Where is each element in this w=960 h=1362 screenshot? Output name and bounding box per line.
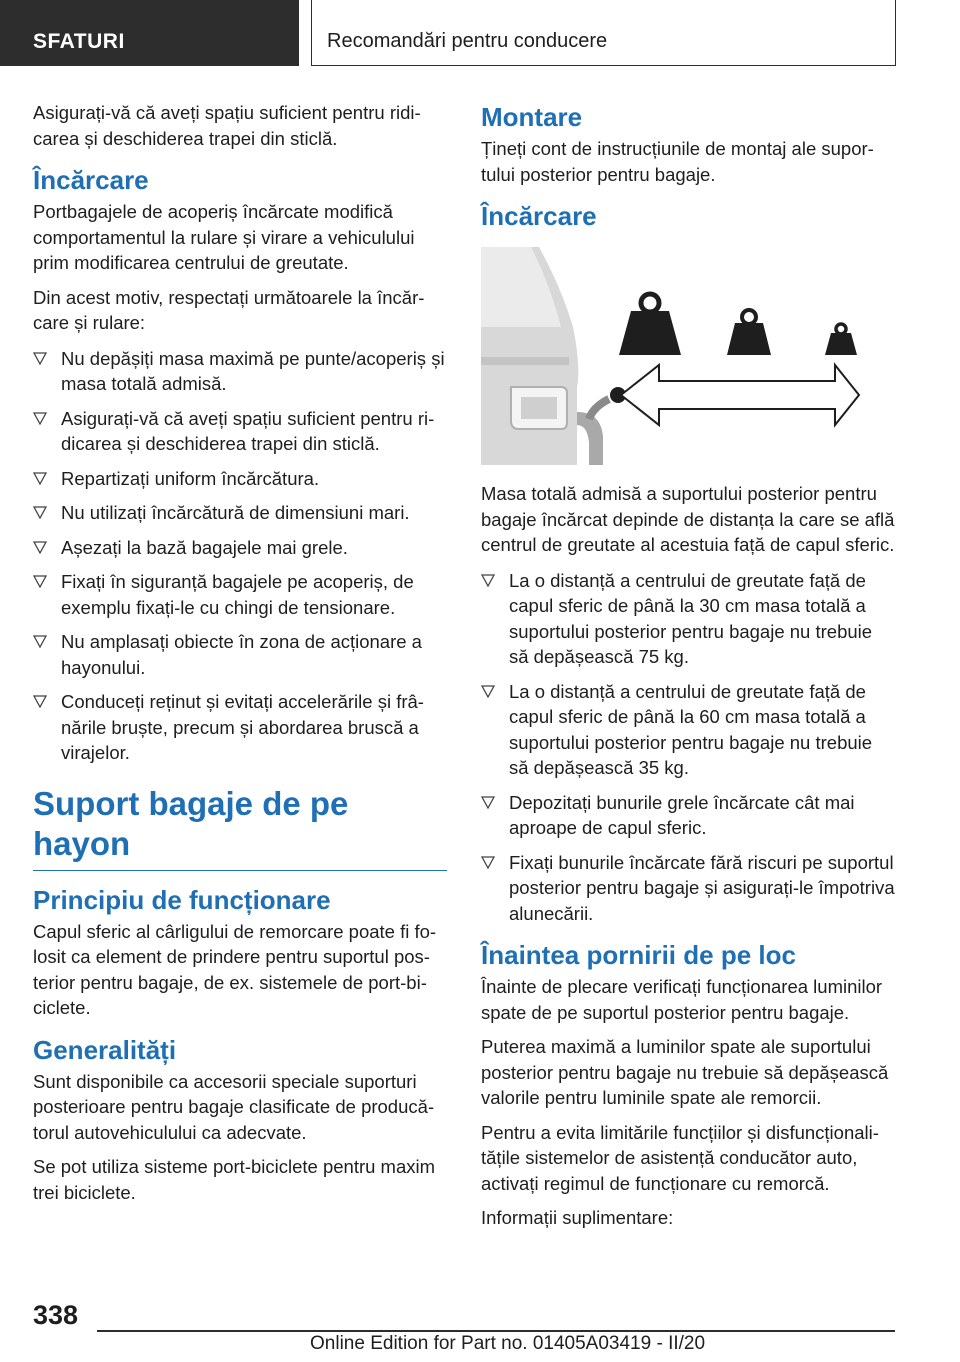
- paragraph: Informații suplimentare:: [481, 1207, 674, 1228]
- carrier-loading-list: [481, 568, 895, 927]
- list-item: Nu utilizați încărcătură de dimensiuni mari.: [33, 500, 447, 526]
- heading-general: Generalități: [33, 1034, 177, 1065]
- weight-small-icon: [825, 324, 857, 355]
- paragraph: Capul sferic al cârligului de remorcare poate fi folosit ca element de prindere pentru suportul posterior pentru bagaje, de ex. sistemele de port-biciclete.: [33, 920, 437, 1018]
- triangle-bullet-icon: [33, 695, 47, 708]
- heading-loading: Încărcare: [481, 201, 597, 231]
- page-number: 338: [33, 1300, 79, 1330]
- heading-principle: Principiu de funcționare: [33, 884, 331, 915]
- page-header: [0, 0, 960, 66]
- heading-tailgate-carrier: Suport bagaje de pe hayon: [33, 784, 447, 871]
- triangle-bullet-icon: [481, 685, 495, 698]
- triangle-bullet-icon: [33, 506, 47, 519]
- section-tab: SFATURI: [0, 0, 299, 66]
- paragraph: Pentru a evita limitările funcțiilor și disfuncționalitățile sistemelor de asistență conducător auto, activați regimul de funcționare cu remorcă.: [481, 1121, 879, 1194]
- intro-paragraph: Asigurați-vă că aveți spațiu suficient pentru ridicarea și deschiderea trapei din sticlă.: [33, 102, 421, 149]
- triangle-bullet-icon: [33, 575, 47, 588]
- triangle-bullet-icon: [481, 796, 495, 809]
- heading-loading: Încărcare: [33, 165, 149, 195]
- paragraph: Din acest motiv, respectați următoarele la încărcare și rulare:: [33, 286, 425, 333]
- triangle-bullet-icon: [481, 856, 495, 869]
- triangle-bullet-icon: [33, 352, 47, 365]
- weight-medium-icon: [727, 310, 771, 355]
- heading-mounting: Montare: [481, 102, 583, 132]
- paragraph: Înainte de plecare verificați funcționarea luminilor spate de pe suportul posterior pentru bagaje.: [481, 976, 883, 1023]
- list-item: Repartizați uniform încărcătura.: [33, 466, 447, 492]
- paragraph: Se pot utiliza sisteme port-biciclete pentru maxim trei biciclete.: [33, 1156, 436, 1203]
- list-item: Nu amplasați obiecte în zona de acționare a hayonului.: [33, 629, 447, 680]
- footer-edition: Online Edition for Part no. 01405A03419 - II/20: [310, 1333, 706, 1354]
- list-item: Depozitați bunurile grele încărcate cât mai aproape de capul sferic.: [481, 790, 895, 841]
- list-item: Fixați bunurile încărcate fără riscuri pe suportul posterior pentru bagaje și asigurați-le împotriva alunecării.: [481, 850, 895, 927]
- tow-ball-weights-figure: [481, 247, 861, 465]
- list-item: La o distanță a centrului de greutate față de capul sferic de până la 30 cm masa totală a suportului posterior pentru bagaje nu trebuie să depășească 75 kg.: [481, 568, 895, 670]
- paragraph: Puterea maximă a luminilor spate ale suportului posterior pentru bagaje nu trebuie să depășească valorile pentru luminile spate ale remorcii.: [481, 1036, 889, 1108]
- load-distance-illustration: [481, 247, 861, 465]
- double-arrow-icon: [621, 365, 859, 425]
- paragraph: Masa totală admisă a suportului posterior pentru bagaje încărcat depinde de distanța la care se află centrul de greutate al acestuia față de capul sferic.: [481, 483, 895, 555]
- list-item: Conduceți reținut și evitați accelerările și frânările bruște, precum și abordarea bruscă a virajelor.: [33, 689, 447, 766]
- right-column: [481, 100, 895, 1240]
- triangle-bullet-icon: [33, 635, 47, 648]
- triangle-bullet-icon: [33, 412, 47, 425]
- chapter-title: Recomandări pentru conducere: [311, 0, 896, 66]
- loading-rules-list: [33, 346, 447, 766]
- list-item: Așezați la bază bagajele mai grele.: [33, 535, 447, 561]
- left-column: [33, 100, 447, 1214]
- list-item: Asigurați-vă că aveți spațiu suficient pentru ridicarea și deschiderea trapei din sticlă.: [33, 406, 447, 457]
- heading-before-departure: Înaintea pornirii de pe loc: [481, 940, 796, 970]
- footer-divider: [97, 1330, 895, 1332]
- list-item: Nu depășiți masa maximă pe punte/acoperiș și masa totală admisă.: [33, 346, 447, 397]
- weight-large-icon: [619, 294, 681, 355]
- paragraph: Portbagajele de acoperiș încărcate modifică comportamentul la rulare și virare a vehiculului prim modificarea centrului de greutate.: [33, 201, 415, 273]
- triangle-bullet-icon: [481, 574, 495, 587]
- triangle-bullet-icon: [33, 541, 47, 554]
- paragraph: Sunt disponibile ca accesorii speciale suporturi posterioare pentru bagaje clasificate de producătorul autovehiculului ca adecvate.: [33, 1070, 435, 1143]
- list-item: Fixați în siguranță bagajele pe acoperiș, de exemplu fixați-le cu chingi de tensionare.: [33, 569, 447, 620]
- triangle-bullet-icon: [33, 472, 47, 485]
- paragraph: Țineți cont de instrucțiunile de montaj ale suportului posterior pentru bagaje.: [481, 138, 874, 185]
- list-item: La o distanță a centrului de greutate față de capul sferic de până la 60 cm masa totală a suportului posterior pentru bagaje nu trebuie să depășească 35 kg.: [481, 679, 895, 781]
